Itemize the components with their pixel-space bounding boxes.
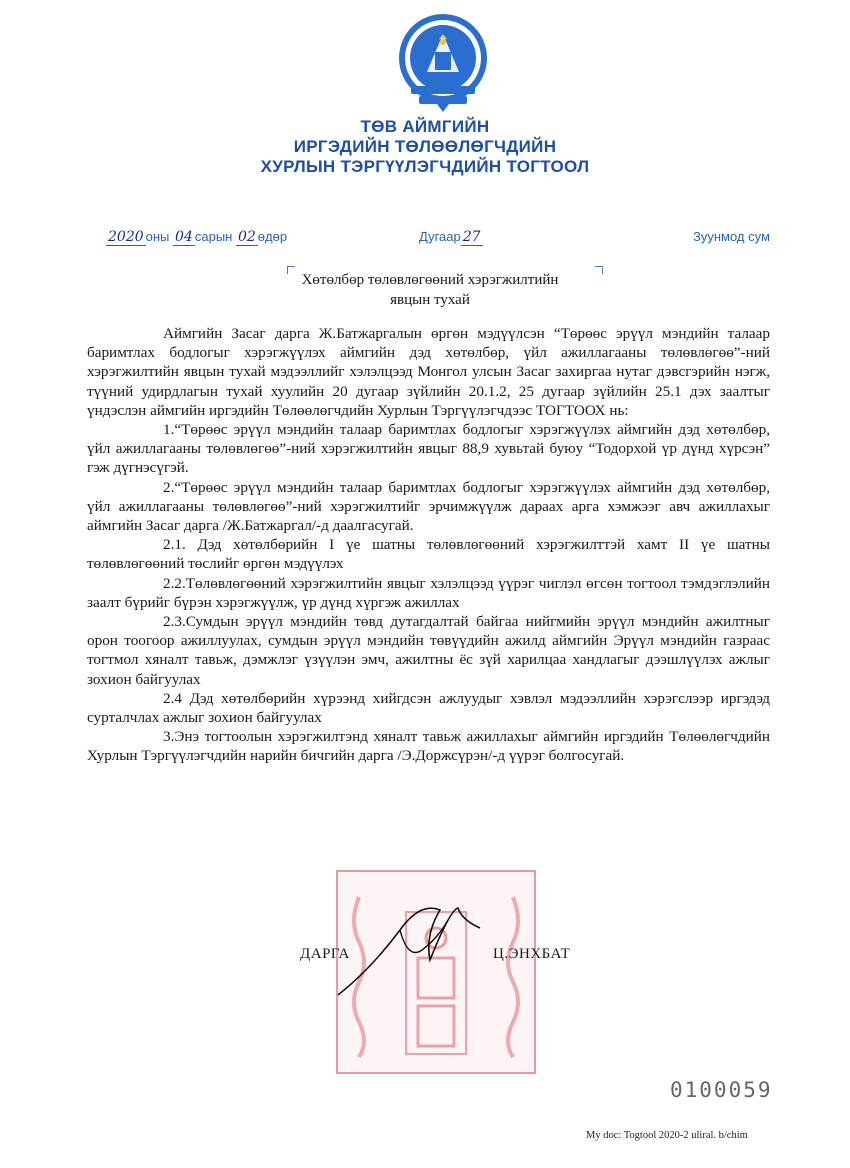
paragraph-3: 3.Энэ тогтоолын хэрэгжилтэнд хяналт тавьж ажиллахыг аймгийн иргэдийн Төлөөлөгчдийн Хурлын Тэргүүлэгчдийн нарийн бичгийн дарга /Э.Доржсүрэн/-д үүрэг болгосугай. — [87, 728, 770, 765]
serial-number: 0100059 — [670, 1078, 773, 1102]
mongolia-state-emblem-icon — [397, 12, 489, 112]
paragraph-2-2: 2.2.Төлөвлөгөөний хэрэгжилтийн явцыг хэлэлцээд үүрэг чиглэл өгсөн тогтоол тэмдэглэлийн заалт бүрийг бүрэн хэрэгжүүлж, үр дүнд хүргэж ажиллах — [87, 574, 770, 611]
document-subject — [250, 270, 610, 310]
month-label: сарын — [194, 229, 233, 244]
document-place: Зуунмод сум — [693, 229, 770, 244]
year-label: оны — [145, 229, 170, 244]
paragraph-2-4: 2.4 Дэд хөтөлбөрийн хүрээнд хийгдсэн ажлуудыг хэвлэл мэдээллийн хэрэгслээр иргэдэд сурталчлах ажлыг зохион байгуулах — [87, 689, 770, 727]
document-number — [419, 229, 483, 245]
org-title-line-3: ХУРЛЫН ТЭРГҮҮЛЭГЧДИЙН ТОГТООЛ — [260, 157, 590, 176]
date-day: 02 — [237, 229, 256, 245]
subject-line-1: Хөтөлбөр төлөвлөгөөний хэрэгжилтийн — [301, 272, 559, 288]
paragraph-2: 2.“Төрөөс эрүүл мэндийн талаар баримтлах бодлогыг хэрэгжүүлэх аймгийн дэд хөтөлбөр, үйл ажиллагааны төлөвлөгөө”-ний хэрэгжилтийг эрчимжүүлж дараах арга хэмжээг авч ажиллахыг аймгийн Засаг дарга /Ж.Батжаргал/-д даалгасугай. — [87, 478, 770, 535]
paragraph-1: 1.“Төрөөс эрүүл мэндийн талаар баримтлах бодлогыг хэрэгжүүлэх аймгийн дэд хөтөлбөр, үйл ажиллагааны төлөвлөгөө”-ний хэрэгжилтийн явцыг 88,9 хувьтай буюу “Тодорхой үр дүнд хүрсэн” гэж дүгнэсүгэй. — [87, 421, 770, 477]
seal-script-right-icon — [498, 892, 528, 1062]
subject-line-2: явцын тухай — [390, 292, 470, 308]
org-title-line-2: ИРГЭДИЙН ТӨЛӨӨЛӨГЧДИЙН — [293, 137, 557, 156]
handwritten-signature-icon — [330, 890, 500, 1000]
number-value: 27 — [462, 229, 481, 245]
date-month: 04 — [175, 229, 193, 245]
signatory-name: Ц.ЭНХБАТ — [493, 946, 571, 962]
document-body — [87, 324, 770, 766]
paragraph-2-3: 2.3.Сумдын эрүүл мэндийн төвд дутагдалтай байгаа нийгмийн эрүүл мэндийн ажилтныг орон тоогоор ажиллуулах, сумдын эрүүл мэндийн төвүүдийн ажилд аймгийн Эрүүл мэндийн газраас тогтмол хяналт тавьж, дэмжлэг үзүүлэн эмч, ажилтны ёс зүй харилцаа хандлагыг дээшлүүлэх ажлыг зохион байгуулах — [87, 613, 770, 688]
day-label: өдөр — [257, 229, 288, 244]
footer-file-reference: My doc: Togtool 2020-2 uliral. b/chim — [586, 1130, 748, 1141]
document-date — [106, 229, 287, 245]
org-title-line-1: ТӨВ АЙМГИЙН — [360, 117, 490, 136]
date-year: 2020 — [108, 229, 144, 245]
preamble-paragraph: Аймгийн Засаг дарга Ж.Батжаргалын өргөн мэдүүлсэн “Төрөөс эрүүл мэндийн талаар баримтлах бодлогыг хэрэгжүүлэх аймгийн дэд хөтөлбөр, үйл ажиллагааны төлөвлөгөө”-ний хэрэгжилтийн явцын тухай мэдээллийг хэлэлцээд Монгол улсын Засаг захиргаа нутаг дэвсгэрийн нэгж, түүний удирдлагын тухай хуулийн 20 дугаар зүйлийн 20.1.2, 25 дугаар зүйлийн 25.1 дэх заалтыг үндэслэн аймгийн иргэдийн Төлөөлөгчдийн Хурлын Тэргүүлэгчдээс ТОГТООХ нь: — [87, 325, 770, 419]
signatory-title: ДАРГА — [300, 946, 350, 962]
number-label: Дугаар — [419, 229, 461, 244]
paragraph-2-1: 2.1. Дэд хөтөлбөрийн I үе шатны төлөвлөгөөний хэрэгжилттэй хамт II үе шатны төлөвлөгөөний төслийг өргөн мэдүүлэх — [87, 536, 770, 573]
